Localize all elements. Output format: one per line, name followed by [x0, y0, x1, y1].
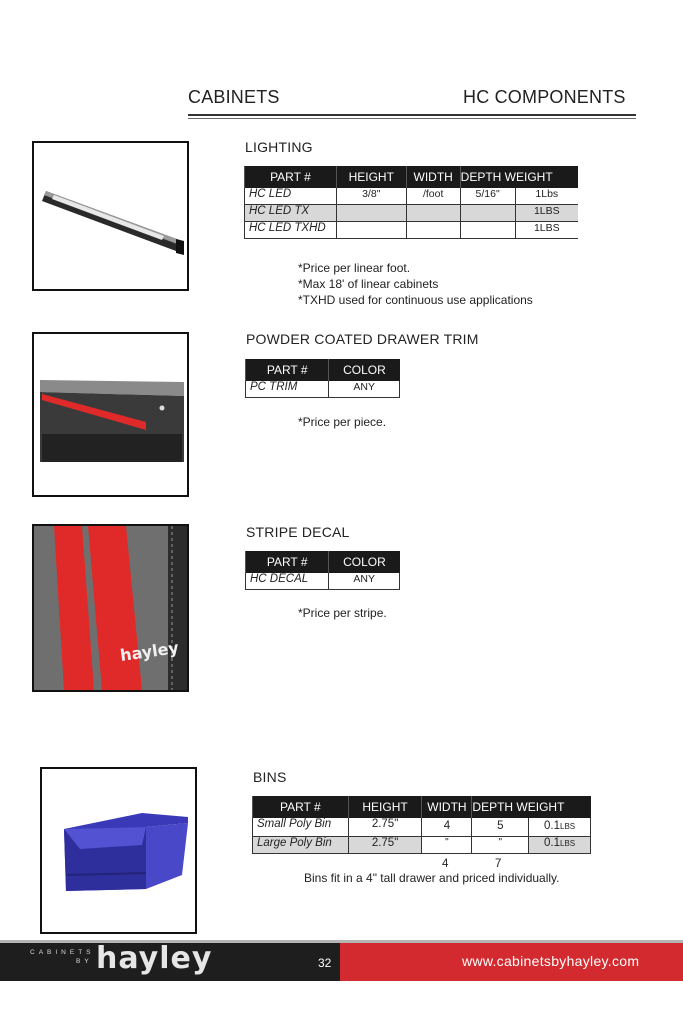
- weight-cell: [529, 837, 591, 854]
- part-cell: HC LED TX: [245, 205, 337, 222]
- hayley-decal-label: hayley: [118, 637, 180, 666]
- weight-cell: [529, 818, 591, 837]
- weight-cell: 1LBS: [515, 205, 578, 222]
- bins-table: [252, 796, 591, 854]
- poly-bin-illustration: [42, 769, 195, 932]
- trim-title: POWDER COATED DRAWER TRIM: [246, 331, 479, 347]
- weight-cell: 1Lbs: [515, 188, 578, 205]
- lighting-notes: [298, 260, 533, 308]
- height-cell: 2.75": [348, 818, 422, 837]
- col-height: HEIGHT: [348, 796, 422, 818]
- depth-cell: ": [472, 837, 529, 854]
- stripe-decal-photo: [32, 524, 189, 692]
- col-height: HEIGHT: [336, 166, 406, 188]
- table-row: [245, 222, 579, 239]
- header-rule-thin: [188, 118, 636, 119]
- bins-extra-width: 4: [442, 858, 449, 870]
- col-depth-weight: DEPTH WEIGHT: [460, 166, 578, 188]
- part-cell: HC DECAL: [246, 573, 329, 590]
- brand-logo: hayley: [96, 941, 213, 976]
- footer-brand-panel: [0, 943, 340, 981]
- bins-note: Bins fit in a 4" tall drawer and priced individually.: [304, 871, 560, 885]
- trim-header-row: [246, 359, 400, 381]
- led-light-bar-photo: [32, 141, 189, 291]
- weight-cell: 1LBS: [515, 222, 578, 239]
- weight-unit: LBS: [560, 839, 576, 848]
- header-rule: [188, 114, 636, 116]
- note-line: *Price per linear foot.: [298, 261, 411, 275]
- col-depth-weight: DEPTH WEIGHT: [472, 796, 591, 818]
- lighting-table: [244, 166, 578, 239]
- lighting-header-row: [245, 166, 579, 188]
- poly-bin-photo: [40, 767, 197, 934]
- col-width: WIDTH: [406, 166, 460, 188]
- trim-table: [245, 359, 400, 398]
- height-cell: 2.75": [348, 837, 422, 854]
- website-link[interactable]: www.cabinetsbyhayley.com: [462, 953, 640, 969]
- col-color: COLOR: [329, 359, 400, 381]
- header-left-title: CABINETS: [188, 87, 280, 107]
- note-line: *Max 18' of linear cabinets: [298, 277, 439, 291]
- footer-url-panel: [340, 943, 683, 981]
- weight-unit: LBS: [560, 822, 576, 831]
- decal-table: [245, 551, 400, 590]
- bins-extra-depth: 7: [495, 858, 502, 870]
- lighting-title: LIGHTING: [245, 139, 313, 155]
- trim-note: *Price per piece.: [298, 415, 387, 429]
- part-cell: Small Poly Bin: [253, 818, 349, 837]
- height-cell: 3/8": [336, 188, 406, 205]
- width-cell: 4: [422, 818, 472, 837]
- table-row: [245, 205, 579, 222]
- table-row: [245, 188, 579, 205]
- col-width: WIDTH: [422, 796, 472, 818]
- decal-header-row: [246, 551, 400, 573]
- width-cell: ": [422, 837, 472, 854]
- decal-note: *Price per stripe.: [298, 606, 387, 620]
- col-part: PART #: [246, 551, 329, 573]
- weight-value: 0.1: [544, 820, 560, 832]
- table-row: [246, 381, 400, 398]
- depth-cell: 5/16": [460, 188, 515, 205]
- part-cell: PC TRIM: [246, 381, 329, 398]
- led-bar-illustration: [34, 143, 187, 289]
- stripe-decal-illustration: [34, 526, 187, 690]
- color-cell: ANY: [329, 381, 400, 398]
- color-cell: ANY: [329, 573, 400, 590]
- bins-header-row: [253, 796, 591, 818]
- col-part: PART #: [246, 359, 329, 381]
- drawer-trim-illustration: [34, 334, 187, 495]
- part-cell: HC LED TXHD: [245, 222, 337, 239]
- depth-cell: 5: [472, 818, 529, 837]
- drawer-trim-photo: [32, 332, 189, 497]
- col-part: PART #: [245, 166, 337, 188]
- col-part: PART #: [253, 796, 349, 818]
- weight-value: 0.1: [544, 837, 560, 849]
- header-right-title: HC COMPONENTS: [463, 87, 626, 107]
- bins-title: BINS: [253, 769, 287, 785]
- decal-title: STRIPE DECAL: [246, 524, 350, 540]
- table-row: [246, 573, 400, 590]
- brand-by-text: BY: [76, 958, 93, 965]
- page-number: 32: [318, 956, 332, 970]
- table-row: [253, 818, 591, 837]
- part-cell: Large Poly Bin: [253, 837, 349, 854]
- brand-small-text: CABINETS: [30, 949, 95, 956]
- note-line: *TXHD used for continuous use applications: [298, 293, 533, 307]
- width-cell: /foot: [406, 188, 460, 205]
- col-color: COLOR: [329, 551, 400, 573]
- part-cell: HC LED: [245, 188, 337, 205]
- table-row: [253, 837, 591, 854]
